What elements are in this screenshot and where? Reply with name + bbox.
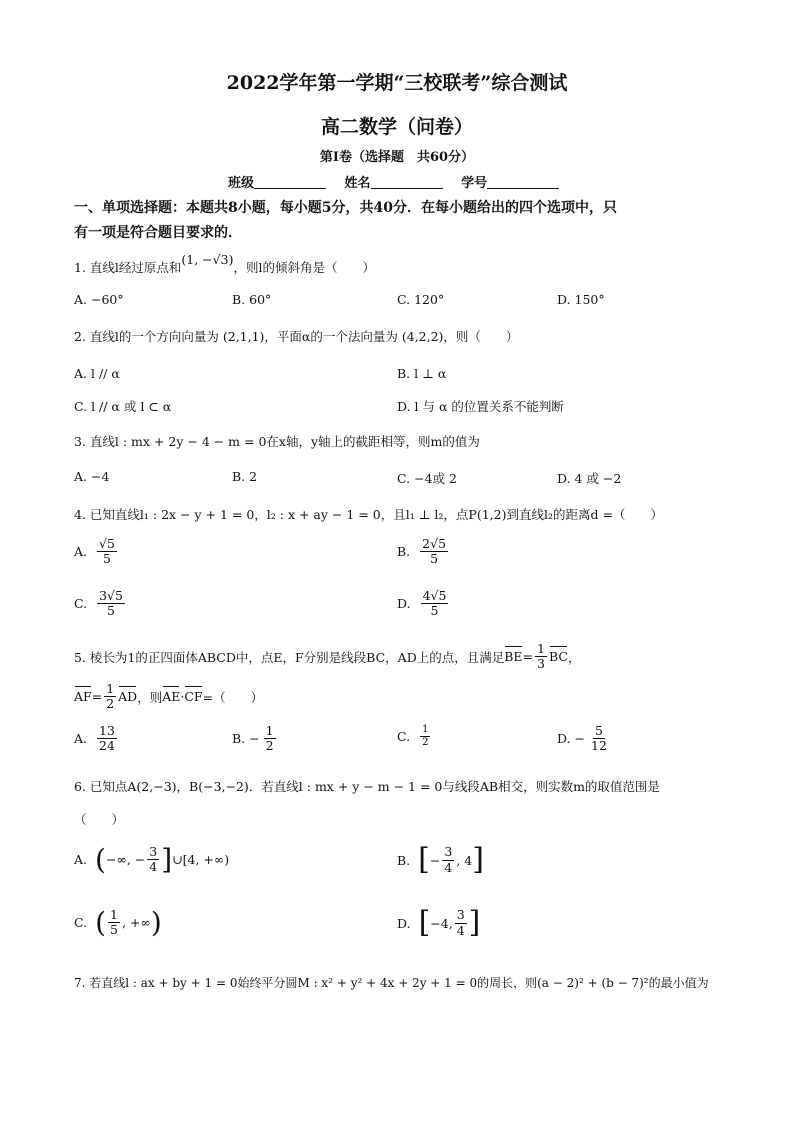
- q5-option-a: A. $\frac{13}{24}$: [74, 723, 115, 754]
- class-label: 班级: [228, 176, 255, 191]
- question-3: 3. 直线l : mx + 2y − 4 − m = 0在x轴，y轴上的截距相等，则m的值为: [74, 434, 480, 449]
- q3-option-d: D. 4 或 −2: [557, 471, 622, 486]
- exam-subtitle: 高二数学（问卷）: [320, 116, 473, 138]
- q6-option-c: C. ( $\frac{1}{5}$ , +∞ ): [74, 905, 162, 939]
- question-5-line2: AF = $\frac{1}{2}$ AD ，则 AE · CF =（ ）: [74, 681, 264, 712]
- q6-option-a: A. ( −∞, − $\frac{3}{4}$ ] ∪[4, +∞): [74, 842, 230, 876]
- q5-option-c: C. $\frac{1}{2}$: [397, 724, 429, 748]
- id-blank: [487, 174, 559, 189]
- question-4: 4. 已知直线l₁ : 2x − y + 1 = 0，l₂ : x + ay − 1 = 0，且l₁ ⊥ l₂，点P(1,2)到直线l₂的距离d =（ ）: [74, 507, 663, 522]
- q1-option-a: A. −60°: [74, 292, 124, 307]
- q5-fraction-1-3: $\frac{1}{3}$: [537, 641, 545, 672]
- q1-option-c: C. 120°: [397, 292, 445, 307]
- id-label: 学号: [461, 176, 488, 191]
- section-heading-line1: 一、单项选择题：本题共8小题，每小题5分，共40分．在每小题给出的四个选项中，只: [74, 200, 617, 216]
- q6-option-b: B. [ − $\frac{3}{4}$ , 4 ]: [397, 842, 484, 877]
- q1-option-b: B. 60°: [232, 292, 272, 307]
- question-7: 7. 若直线l : ax + by + 1 = 0始终平分圆M : x² + y² + 4x + 2y + 1 = 0的周长，则(a − 2)² + (b − 7)²的最小值为: [74, 976, 709, 990]
- vector-be: BE: [504, 649, 523, 665]
- name-label: 姓名: [344, 176, 371, 191]
- q4-option-b: B. $\frac{2√5}{5}$: [397, 536, 447, 567]
- q5-option-b: B. − $\frac{1}{2}$: [232, 723, 274, 754]
- question-6-paren: （ ）: [74, 812, 125, 827]
- vector-af: AF: [74, 689, 92, 705]
- q4-d-fraction: $\frac{4√5}{5}$: [422, 588, 447, 619]
- q5-fraction-1-2: $\frac{1}{2}$: [106, 681, 115, 712]
- student-info-line: [228, 172, 559, 191]
- question-1: [74, 251, 375, 276]
- q4-a-fraction: $\frac{√5}{5}$: [99, 536, 115, 567]
- question-2: 2. 直线l的一个方向向量为 (2,1,1)，平面α的一个法向量为 (4,2,2)，则（ ）: [74, 329, 519, 344]
- q1-point: (1, −√3): [181, 251, 234, 267]
- q4-option-a: A. $\frac{√5}{5}$: [74, 536, 115, 567]
- vector-cf: CF: [184, 689, 203, 705]
- q5-option-d: D. − $\frac{5}{12}$: [557, 723, 607, 754]
- question-5-line1: 5. 棱长为1的正四面体ABCD中，点E，F分别是线段BC，AD上的点，且满足 BE = $\frac{1}{3}$ BC ，: [74, 641, 581, 672]
- section-heading-line2: 有一项是符合题目要求的．: [74, 225, 242, 241]
- class-blank: [254, 174, 326, 189]
- q1-option-d: D. 150°: [557, 292, 605, 307]
- q4-option-d: D. $\frac{4√5}{5}$: [397, 588, 447, 619]
- q2-option-b: B. l ⊥ α: [397, 366, 447, 381]
- q4-c-fraction: $\frac{3√5}{5}$: [99, 588, 123, 619]
- question-6: 6. 已知点A(2,−3)，B(−3,−2)．若直线l : mx + y − m − 1 = 0与线段AB相交，则实数m的取值范围是: [74, 779, 660, 794]
- exam-title: 2022学年第一学期“三校联考”综合测试: [226, 72, 568, 94]
- q1-pre: 1. 直线l经过原点和: [74, 260, 182, 275]
- q3-option-c: C. −4或 2: [397, 471, 457, 486]
- q2-option-c: C. l // α 或 l ⊂ α: [74, 399, 172, 414]
- q1-post: ，则l的倾斜角是（ ）: [233, 260, 375, 275]
- q2-option-d: D. l 与 α 的位置关系不能判断: [397, 399, 564, 414]
- q6-option-d: D. [ −4, $\frac{3}{4}$ ]: [397, 905, 481, 940]
- q3-option-b: B. 2: [232, 469, 258, 484]
- part-heading: 第Ⅰ卷（选择题 共60分）: [319, 150, 475, 165]
- vector-bc: BC: [548, 649, 568, 665]
- name-blank: [371, 174, 443, 189]
- vector-ae: AE: [162, 689, 181, 705]
- vector-ad: AD: [118, 689, 138, 705]
- q4-option-c: C. $\frac{3√5}{5}$: [74, 588, 123, 619]
- q2-option-a: A. l // α: [74, 366, 120, 381]
- q3-option-a: A. −4: [74, 469, 110, 484]
- q4-b-fraction: $\frac{2√5}{5}$: [422, 536, 447, 567]
